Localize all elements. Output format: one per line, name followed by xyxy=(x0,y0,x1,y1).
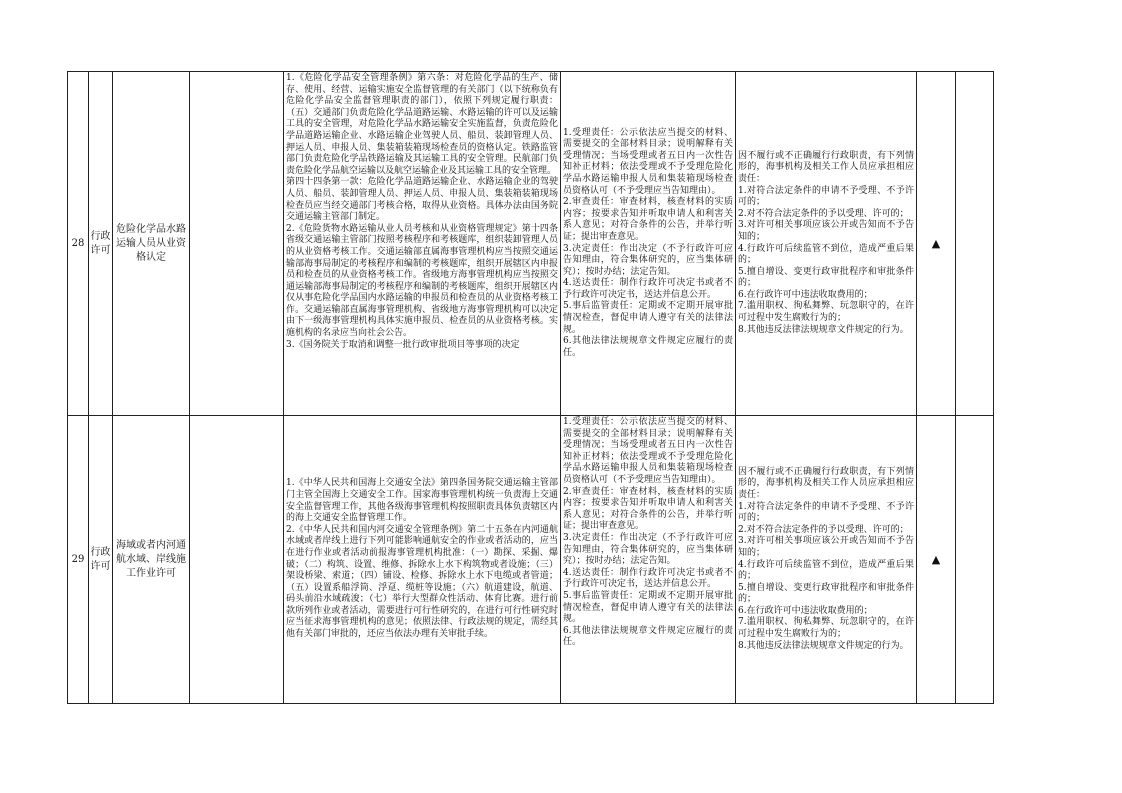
table-row xyxy=(68,72,994,416)
triangle-mark-icon: ▲ xyxy=(917,72,956,416)
responsibility-item: 4.送达责任：制作行政许可决定书或者不予行政许可决定书，送达并信息公开。 xyxy=(563,278,733,300)
accountability-cell xyxy=(736,72,917,416)
accountability-item: 因不履行或不正确履行行政职责，有下列情形的，海事机构及相关工作人员应承担相应责任： xyxy=(738,150,914,184)
accountability-item: 7.滥用职权、徇私舞弊、玩忽职守的，在许可过程中发生腐败行为的； xyxy=(738,617,914,640)
basis-paragraph: 1.《中华人民共和国海上交通安全法》第四条国务院交通运输主管部门主管全国海上交通安全工作。国家海事管理机构统一负责海上交通安全监督管理工作，其他各级海事管理机构按照职责具体负责辖区内的海上交通安全监督管理工作。 xyxy=(286,478,558,524)
legal-basis-cell xyxy=(284,72,561,416)
row-number: 29 xyxy=(68,416,89,704)
accountability-cell xyxy=(736,416,917,704)
responsibility-cell xyxy=(561,416,736,704)
accountability-item: 4.行政许可后续监管不到位，造成严重后果的； xyxy=(738,243,914,266)
item-name: 海域或者内河通航水域、岸线施工作业许可 xyxy=(113,416,190,704)
responsibility-item: 3.决定责任：作出决定（不予行政许可应告知理由，符合集体研究的，应当集体研究）；按时办结；法定告知。 xyxy=(563,243,733,277)
accountability-item: 4.行政许可后续监管不到位，造成严重后果的； xyxy=(738,559,914,582)
responsibility-cell xyxy=(561,72,736,416)
triangle-mark-icon: ▲ xyxy=(917,416,956,704)
responsibility-item: 4.送达责任：制作行政许可决定书或者不予行政许可决定书，送达并信息公开。 xyxy=(563,567,733,590)
basis-paragraph: 1.《危险化学品安全管理条例》第六条：对危险化学品的生产、储存、使用、经营、运输实施安全监督管理的有关部门（以下统称负有危险化学品安全监督管理职责的部门），依照下列规定履行职责：（五）交通部门负责危险化学品道路运输、水路运输的许可以及运输工具的安全管理，对危险化学品水路运输安全实施监督，负责危险化学品道路运输企业、水路运输企业驾驶人员、船员、装卸管理人员、押运人员、申报人员、集装箱装箱现场检查员的资格认定。铁路监管部门负责危险化学品铁路运输及其运输工具的安全管理。民航部门负责危险化学品航空运输以及航空运输企业及其运输工具的安全管理。 xyxy=(286,73,558,176)
responsibility-item: 2.审查责任：审查材料，核查材料的实质内容；按要求告知并听取申请人和利害关系人意见；对符合条件的公告，并举行听证；提出审查意见。 xyxy=(563,486,733,532)
empty-cell xyxy=(956,416,994,704)
responsibility-item: 6.其他法律法规规章文件规定应履行的责任。 xyxy=(563,336,733,358)
accountability-item: 3.对许可相关事项应该公开或告知而不予告知的； xyxy=(738,220,914,242)
item-category: 行政许可 xyxy=(89,72,113,416)
item-name: 危险化学品水路运输人员从业资格认定 xyxy=(113,72,190,416)
accountability-item: 5.擅自增设、变更行政审批程序和审批条件的； xyxy=(738,266,914,289)
empty-cell xyxy=(956,72,994,416)
table-row xyxy=(68,416,994,704)
accountability-item: 5.擅自增设、变更行政审批程序和审批条件的； xyxy=(738,582,914,605)
responsibility-item: 2.审查责任：审查材料，核查材料的实质内容；按要求告知并听取申请人和利害关系人意见；对符合条件的公告，并举行听证；提出审查意见。 xyxy=(563,197,733,242)
responsibility-item: 1.受理责任：公示依法应当提交的材料、需要提交的全部材料目录；说明解释有关受理情况；当场受理或者五日内一次性告知补正材料；依法受理或不予受理危险化学品水路运输申报人员和集装箱现场检查员资格认可（不予受理应当告知理由）。 xyxy=(563,127,733,196)
basis-paragraph: 3.《国务院关于取消和调整一批行政审批项目等事项的决定 xyxy=(286,339,520,350)
empty-cell xyxy=(190,72,284,416)
basis-paragraph: 2.《中华人民共和国内河交通安全管理条例》第二十五条在内河通航水域或者岸线上进行下列可能影响通航安全的作业或者活动的，应当在进行作业或者活动前报海事管理机构批准：（一）勘探、采掘、爆破；（二）构筑、设置、维修、拆除水上水下构筑物或者设施；（三）架设桥梁、索道；（四）铺设、检修、拆除水上水下电缆或者管道；（五）设置系船浮筒、浮趸、缆桩等设施；（六）航道建设，航道、码头前沿水域疏浚；（七）举行大型群众性活动、体育比赛。进行前款所列作业或者活动，需要进行可行性研究的，在进行可行性研究时应当征求海事管理机构的意见；依照法律、行政法规的规定，需经其他有关部门审批的，还应当依法办理有关审批手续。 xyxy=(286,524,558,640)
accountability-item: 2.对不符合法定条件的予以受理、许可的； xyxy=(738,524,909,535)
accountability-item: 因不履行或不正确履行行政职责，有下列情形的，海事机构及相关工作人员应承担相应责任： xyxy=(738,466,914,500)
responsibility-item: 6.其他法律法规规章文件规定应履行的责任。 xyxy=(563,625,733,648)
accountability-item: 3.对许可相关事项应该公开或告知而不予告知的； xyxy=(738,536,914,558)
responsibility-item: 5.事后监管责任：定期或不定期开展审批情况检查，督促申请人遵守有关的法律法规。 xyxy=(563,590,733,625)
accountability-item: 6.在行政许可中违法收取费用的； xyxy=(738,289,873,300)
row-number: 28 xyxy=(68,72,89,416)
responsibility-item: 5.事后监管责任：定期或不定期开展审批情况检查，督促申请人遵守有关的法律法规。 xyxy=(563,301,733,335)
accountability-item: 1.对符合法定条件的申请不予受理、不予许可的； xyxy=(738,185,914,208)
responsibility-item: 1.受理责任：公示依法应当提交的材料、需要提交的全部材料目录；说明解释有关受理情况；当场受理或者五日内一次性告知补正材料；依法受理或不予受理危险化学品水路运输申报人员和集装箱现场检查员资格认可（不予受理应当告知理由）。 xyxy=(563,417,733,485)
accountability-item: 1.对符合法定条件的申请不予受理、不予许可的； xyxy=(738,501,914,524)
basis-paragraph: 第四十四条第一款：危险化学品道路运输企业、水路运输企业的驾驶人员、船员、装卸管理人员、押运人员、申报人员、集装箱装箱现场检查员应当经交通部门考核合格，取得从业资格。具体办法由国务院交通运输主管部门制定。 xyxy=(286,177,558,223)
accountability-item: 7.滥用职权、徇私舞弊、玩忽职守的，在许可过程中发生腐败行为的； xyxy=(738,301,914,324)
accountability-item: 6.在行政许可中违法收取费用的； xyxy=(738,605,873,616)
item-category: 行政许可 xyxy=(89,416,113,704)
accountability-item: 8.其他违反法律法规规章文件规定的行为。 xyxy=(738,640,909,651)
accountability-item: 2.对不符合法定条件的予以受理、许可的； xyxy=(738,208,909,219)
empty-cell xyxy=(190,416,284,704)
basis-paragraph: 2.《危险货物水路运输从业人员考核和从业资格管理规定》第十四条省级交通运输主管部门按照考核程序和考核题库，组织装卸管理人员的从业资格考核工作。交通运输部直属海事管理机构应当按照交通运输部海事局制定的考核程序和编制的考核题库，组织开展辖区内申报员和检查员的从业资格考核工作。省级地方海事管理机构应当按照交通运输部海事局制定的考核程序和编制的考核题库，组织开展辖区内仅从事危险化学品国内水路运输的申报员和检查员的从业资格考核工作。交通运输部直属海事管理机构、省级地方海事管理机构可以决定由下一级海事管理机构具体实施申报员、检查员的从业资格考核。实施机构的名录应当向社会公告。 xyxy=(286,223,558,339)
legal-basis-cell xyxy=(284,416,561,704)
power-list-table xyxy=(67,71,994,704)
responsibility-item: 3.决定责任：作出决定（不予行政许可应告知理由，符合集体研究的，应当集体研究）；按时办结；法定告知。 xyxy=(563,532,733,567)
accountability-item: 8.其他违反法律法规规章文件规定的行为。 xyxy=(738,324,909,335)
